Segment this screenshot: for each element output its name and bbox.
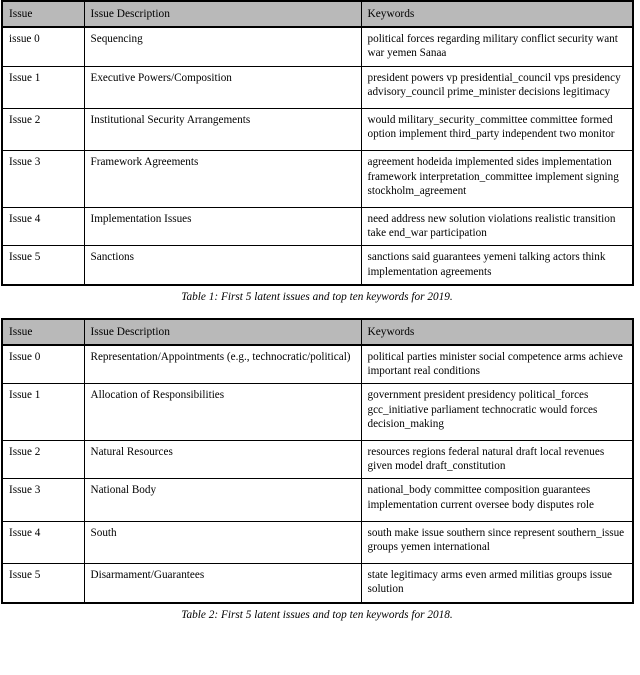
column-header-issue: Issue bbox=[2, 1, 84, 27]
cell-issue: Issue 2 bbox=[2, 109, 84, 151]
table-header-row bbox=[2, 319, 633, 345]
column-header-keywords: Keywords bbox=[361, 319, 633, 345]
cell-issue-description: Allocation of Responsibilities bbox=[84, 384, 361, 441]
table-row bbox=[2, 564, 633, 603]
column-header-issue-description: Issue Description bbox=[84, 1, 361, 27]
cell-keywords: government president presidency political_forces gcc_initiative parliament technocratic would forces decision_making bbox=[361, 384, 633, 441]
cell-issue: Issue 3 bbox=[2, 479, 84, 521]
table-header bbox=[2, 319, 633, 345]
cell-issue: Issue 1 bbox=[2, 384, 84, 441]
cell-issue-description: South bbox=[84, 521, 361, 563]
column-header-issue: Issue bbox=[2, 319, 84, 345]
latent-issues-table-2019 bbox=[1, 0, 634, 286]
cell-keywords: would military_security_committee committee formed option implement third_party independent two monitor bbox=[361, 109, 633, 151]
table-1-block bbox=[1, 0, 633, 304]
cell-issue-description: Disarmament/Guarantees bbox=[84, 564, 361, 603]
cell-issue: Issue 0 bbox=[2, 345, 84, 384]
cell-issue: Issue 5 bbox=[2, 246, 84, 285]
cell-issue: Issue 1 bbox=[2, 66, 84, 108]
cell-issue-description: National Body bbox=[84, 479, 361, 521]
cell-issue-description: Framework Agreements bbox=[84, 151, 361, 208]
cell-issue-description: Natural Resources bbox=[84, 441, 361, 479]
table-row bbox=[2, 521, 633, 563]
cell-issue: Issue 4 bbox=[2, 521, 84, 563]
cell-keywords: national_body committee composition guarantees implementation current oversee body disputes role bbox=[361, 479, 633, 521]
table-body bbox=[2, 345, 633, 603]
table-row bbox=[2, 208, 633, 246]
table-2-caption: Table 2: First 5 latent issues and top ten keywords for 2018. bbox=[181, 608, 453, 621]
table-row bbox=[2, 384, 633, 441]
table-row bbox=[2, 66, 633, 108]
cell-keywords: political forces regarding military conflict security want war yemen Sanaa bbox=[361, 27, 633, 66]
cell-keywords: need address new solution violations realistic transition take end_war participation bbox=[361, 208, 633, 246]
table-body bbox=[2, 27, 633, 285]
cell-keywords: resources regions federal natural draft local revenues given model draft_constitution bbox=[361, 441, 633, 479]
cell-keywords: south make issue southern since represent southern_issue groups yemen international bbox=[361, 521, 633, 563]
table-row bbox=[2, 109, 633, 151]
table-row bbox=[2, 246, 633, 285]
table-row bbox=[2, 27, 633, 66]
cell-keywords: state legitimacy arms even armed militias groups issue solution bbox=[361, 564, 633, 603]
cell-issue-description: Sanctions bbox=[84, 246, 361, 285]
cell-issue-description: Executive Powers/Composition bbox=[84, 66, 361, 108]
cell-issue: Issue 4 bbox=[2, 208, 84, 246]
cell-issue-description: Institutional Security Arrangements bbox=[84, 109, 361, 151]
cell-issue: Issue 5 bbox=[2, 564, 84, 603]
cell-keywords: political parties minister social competence arms achieve important real conditions bbox=[361, 345, 633, 384]
table-row bbox=[2, 151, 633, 208]
column-header-issue-description: Issue Description bbox=[84, 319, 361, 345]
table-2-block bbox=[1, 318, 633, 622]
cell-keywords: sanctions said guarantees yemeni talking actors think implementation agreements bbox=[361, 246, 633, 285]
table-row bbox=[2, 345, 633, 384]
column-header-keywords: Keywords bbox=[361, 1, 633, 27]
cell-issue: Issue 3 bbox=[2, 151, 84, 208]
table-header-row bbox=[2, 1, 633, 27]
latent-issues-table-2018 bbox=[1, 318, 634, 604]
cell-issue-description: Implementation Issues bbox=[84, 208, 361, 246]
table-row bbox=[2, 441, 633, 479]
cell-issue-description: Sequencing bbox=[84, 27, 361, 66]
cell-issue-description: Representation/Appointments (e.g., technocratic/political) bbox=[84, 345, 361, 384]
table-1-caption: Table 1: First 5 latent issues and top ten keywords for 2019. bbox=[181, 290, 453, 303]
cell-keywords: president powers vp presidential_council vps presidency advisory_council prime_minister decisions legitimacy bbox=[361, 66, 633, 108]
cell-issue: issue 0 bbox=[2, 27, 84, 66]
table-header bbox=[2, 1, 633, 27]
table-spacer bbox=[0, 304, 640, 318]
cell-keywords: agreement hodeida implemented sides implementation framework interpretation_committee implement signing stockholm_agreement bbox=[361, 151, 633, 208]
table-row bbox=[2, 479, 633, 521]
cell-issue: Issue 2 bbox=[2, 441, 84, 479]
